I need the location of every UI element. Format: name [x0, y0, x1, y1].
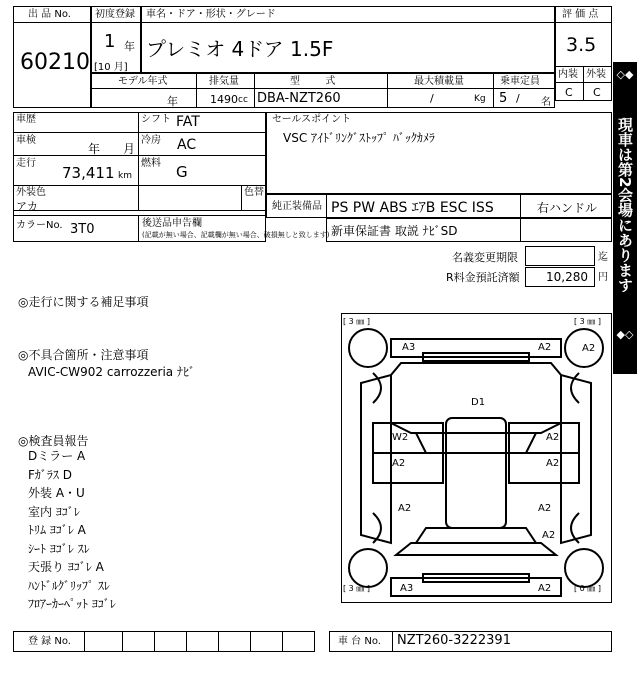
- tire-rr: [ 0 ㎜ ]: [574, 584, 601, 593]
- capacity-value: 5: [499, 91, 508, 106]
- exterior-grade: C: [593, 86, 601, 99]
- mark-windshield: D1: [471, 397, 486, 408]
- inspector-item: Dミラー A: [28, 449, 86, 463]
- first-reg-label: 初度登録: [95, 9, 135, 20]
- shift-value: FAT: [176, 114, 200, 130]
- capacity-label: 乗車定員: [500, 76, 540, 87]
- max-load-label: 最大積載量: [414, 76, 464, 87]
- capacity-sep: /: [516, 92, 520, 105]
- car-name-label: 車名・ドア・形状・グレード: [146, 9, 276, 20]
- displacement: 1490: [210, 93, 238, 106]
- mark-left-door-front: W2: [392, 432, 409, 443]
- ac-label: 冷房: [141, 135, 161, 146]
- genuine-label: 純正装備品: [272, 201, 322, 212]
- first-reg-month: [10 月]: [94, 62, 128, 73]
- inspector-item: 室内 ﾖｺﾞﾚ: [28, 504, 80, 519]
- inspector-item: ﾊﾝﾄﾞﾙｸﾞﾘｯﾌﾟ ｽﾚ: [28, 578, 110, 593]
- sales-points-value: VSC ｱｲﾄﾞﾘﾝｸﾞｽﾄｯﾌﾟ ﾊﾞｯｸｶﾒﾗ: [283, 131, 435, 145]
- max-load-unit: Kg: [474, 94, 486, 104]
- venue-banner: [613, 62, 637, 374]
- mileage-label: 走行: [16, 158, 36, 169]
- banner-text: 現車は第2会場にあります: [616, 117, 634, 293]
- mark-left-door-rear: A2: [392, 458, 406, 469]
- mileage-value: 73,411: [62, 164, 115, 182]
- car-name: プレミオ 4ドア 1.5F: [146, 37, 334, 61]
- mark-rear-lamp-r: A2: [542, 530, 556, 541]
- mark-right-quarter: A2: [538, 503, 552, 514]
- defects-text: AVIC-CW902 carrozzeria ﾅﾋﾞ: [28, 365, 195, 379]
- handle-value: 右ハンドル: [537, 201, 598, 215]
- sales-points-label: セールスポイント: [272, 114, 352, 125]
- lot-label: 出 品 No.: [28, 9, 71, 20]
- genuine-value: PS PW ABS ｴｱB ESC ISS: [331, 200, 494, 216]
- mark-rear-bumper-l: A3: [400, 583, 414, 594]
- car-outline: [341, 313, 612, 603]
- model-year-unit: 年: [167, 95, 178, 108]
- banner-bottom-marker: ◆◇: [616, 328, 634, 341]
- inspector-item: ﾌﾛｱｰｶｰﾍﾟｯﾄ ﾖｺﾞﾚ: [28, 597, 116, 611]
- recycle-label: R料金預託済額: [446, 271, 520, 284]
- mark-front-fender-r: A2: [582, 343, 596, 354]
- name-change-box: [525, 246, 595, 266]
- max-load-value: /: [430, 92, 434, 105]
- mark-right-door-front: A2: [546, 432, 560, 443]
- inspection-year: 年: [88, 142, 101, 156]
- inspector-item: Fｶﾞﾗｽ D: [28, 467, 72, 482]
- mark-front-bumper-r: A2: [538, 342, 552, 353]
- recycle-unit: 円: [598, 272, 608, 283]
- chassis-value: NZT260-3222391: [397, 633, 511, 648]
- mark-rear-bumper-r: A2: [538, 583, 552, 594]
- tire-fr: [ 3 ㎜ ]: [574, 317, 601, 326]
- displacement-label: 排気量: [209, 76, 239, 87]
- name-change-label: 名義変更期限: [452, 251, 518, 264]
- postsend-note: (記載が無い場合、記載欄が無い場合、破損無しと致します): [142, 231, 330, 239]
- interior-label: 内装: [558, 69, 578, 80]
- fuel-value: G: [176, 163, 188, 181]
- first-reg-year-unit: 年: [124, 40, 135, 53]
- chassis-label: 車 台 No.: [338, 636, 381, 647]
- exterior-label: 外装: [586, 69, 606, 80]
- type-value: DBA-NZT260: [257, 91, 341, 106]
- tire-rl: [ 3 ㎜ ]: [343, 584, 370, 593]
- inspector-item: ｼｰﾄ ﾖｺﾞﾚ ｽﾚ: [28, 541, 90, 556]
- inspector-item: 外装 A・U: [28, 486, 85, 500]
- mileage-unit: km: [118, 171, 132, 181]
- driving-notes-title: ◎走行に関する補足事項: [18, 295, 149, 309]
- inspector-list: [28, 447, 116, 614]
- color-label: 外装色: [16, 187, 46, 198]
- postsend-label: 後送品申告欄: [142, 218, 202, 229]
- name-change-unit: 迄: [598, 252, 608, 263]
- banner-top-marker: ◇◆: [616, 68, 634, 81]
- lot-number: 60210: [20, 50, 90, 75]
- color-no-value: 3T0: [70, 222, 95, 237]
- history-label: 車歴: [16, 114, 36, 125]
- ac-value: AC: [177, 137, 197, 153]
- reg-no-label: 登 録 No.: [28, 636, 71, 647]
- mark-left-quarter: A2: [398, 503, 412, 514]
- rating-value: 3.5: [566, 34, 597, 56]
- interior-grade: C: [565, 86, 573, 99]
- mark-right-door-rear: A2: [546, 458, 560, 469]
- mark-front-bumper-l: A3: [402, 342, 416, 353]
- model-year-label: モデル年式: [118, 76, 168, 87]
- warranty-value: 新車保証書 取説 ﾅﾋﾞSD: [331, 224, 458, 238]
- inspection-month: 月: [123, 142, 136, 156]
- fuel-label: 燃料: [141, 158, 161, 169]
- color-no-label: カラーNo.: [16, 220, 63, 231]
- defects-title: ◎不具合箇所・注意事項: [18, 348, 149, 362]
- inspector-title: ◎検査員報告: [18, 434, 89, 448]
- shift-label: シフト: [141, 114, 171, 125]
- color-change-label: 色替: [244, 187, 264, 198]
- capacity-unit: 名: [541, 97, 551, 108]
- inspector-item: ﾄﾘﾑ ﾖｺﾞﾚ A: [28, 523, 86, 537]
- displacement-unit: cc: [238, 95, 248, 105]
- first-reg-year: 1: [104, 31, 116, 52]
- color-value: アカ: [16, 200, 38, 213]
- inspector-item: 天張り ﾖｺﾞﾚ A: [28, 560, 104, 574]
- tire-fl: [ 3 ㎜ ]: [343, 317, 370, 326]
- recycle-value: 10,280: [546, 270, 588, 284]
- rating-label: 評 価 点: [562, 9, 599, 20]
- inspection-label: 車検: [16, 135, 36, 146]
- type-label: 型 式: [290, 76, 336, 87]
